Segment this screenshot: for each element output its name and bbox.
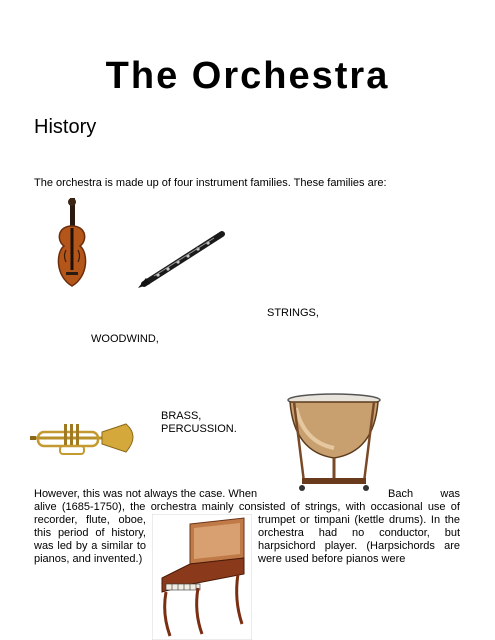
history-line2: alive (1685-1750), the orchestra mainly consisted of strings, with occasional use of <box>34 501 460 513</box>
violin-image <box>52 198 92 290</box>
intro-text: The orchestra is made up of four instrument families. These families are: <box>34 177 387 189</box>
family-strings: STRINGS, <box>267 307 319 319</box>
document-title: The Orchestra <box>105 55 390 97</box>
family-percussion: PERCUSSION. <box>161 423 237 435</box>
section-heading: History <box>34 116 97 138</box>
trumpet-image <box>30 418 142 460</box>
history-right-column: trumpet or timpani (kettle drums). In the orchestra had no conductor, but harpsichord player. (Harpsichords are were used before pianos were <box>258 514 460 565</box>
timpani-image <box>284 392 384 492</box>
history-left-column: recorder, flute, oboe, this period of history, was led by a similar to pianos, and invented.) <box>34 514 146 565</box>
harpsichord-image <box>152 514 252 640</box>
family-brass: BRASS, <box>161 410 202 422</box>
history-line1-left: However, this was not always the case. When <box>34 488 258 500</box>
family-woodwind: WOODWIND, <box>91 333 159 345</box>
clarinet-image <box>136 226 228 292</box>
history-line1-right: Bach was <box>388 488 460 500</box>
